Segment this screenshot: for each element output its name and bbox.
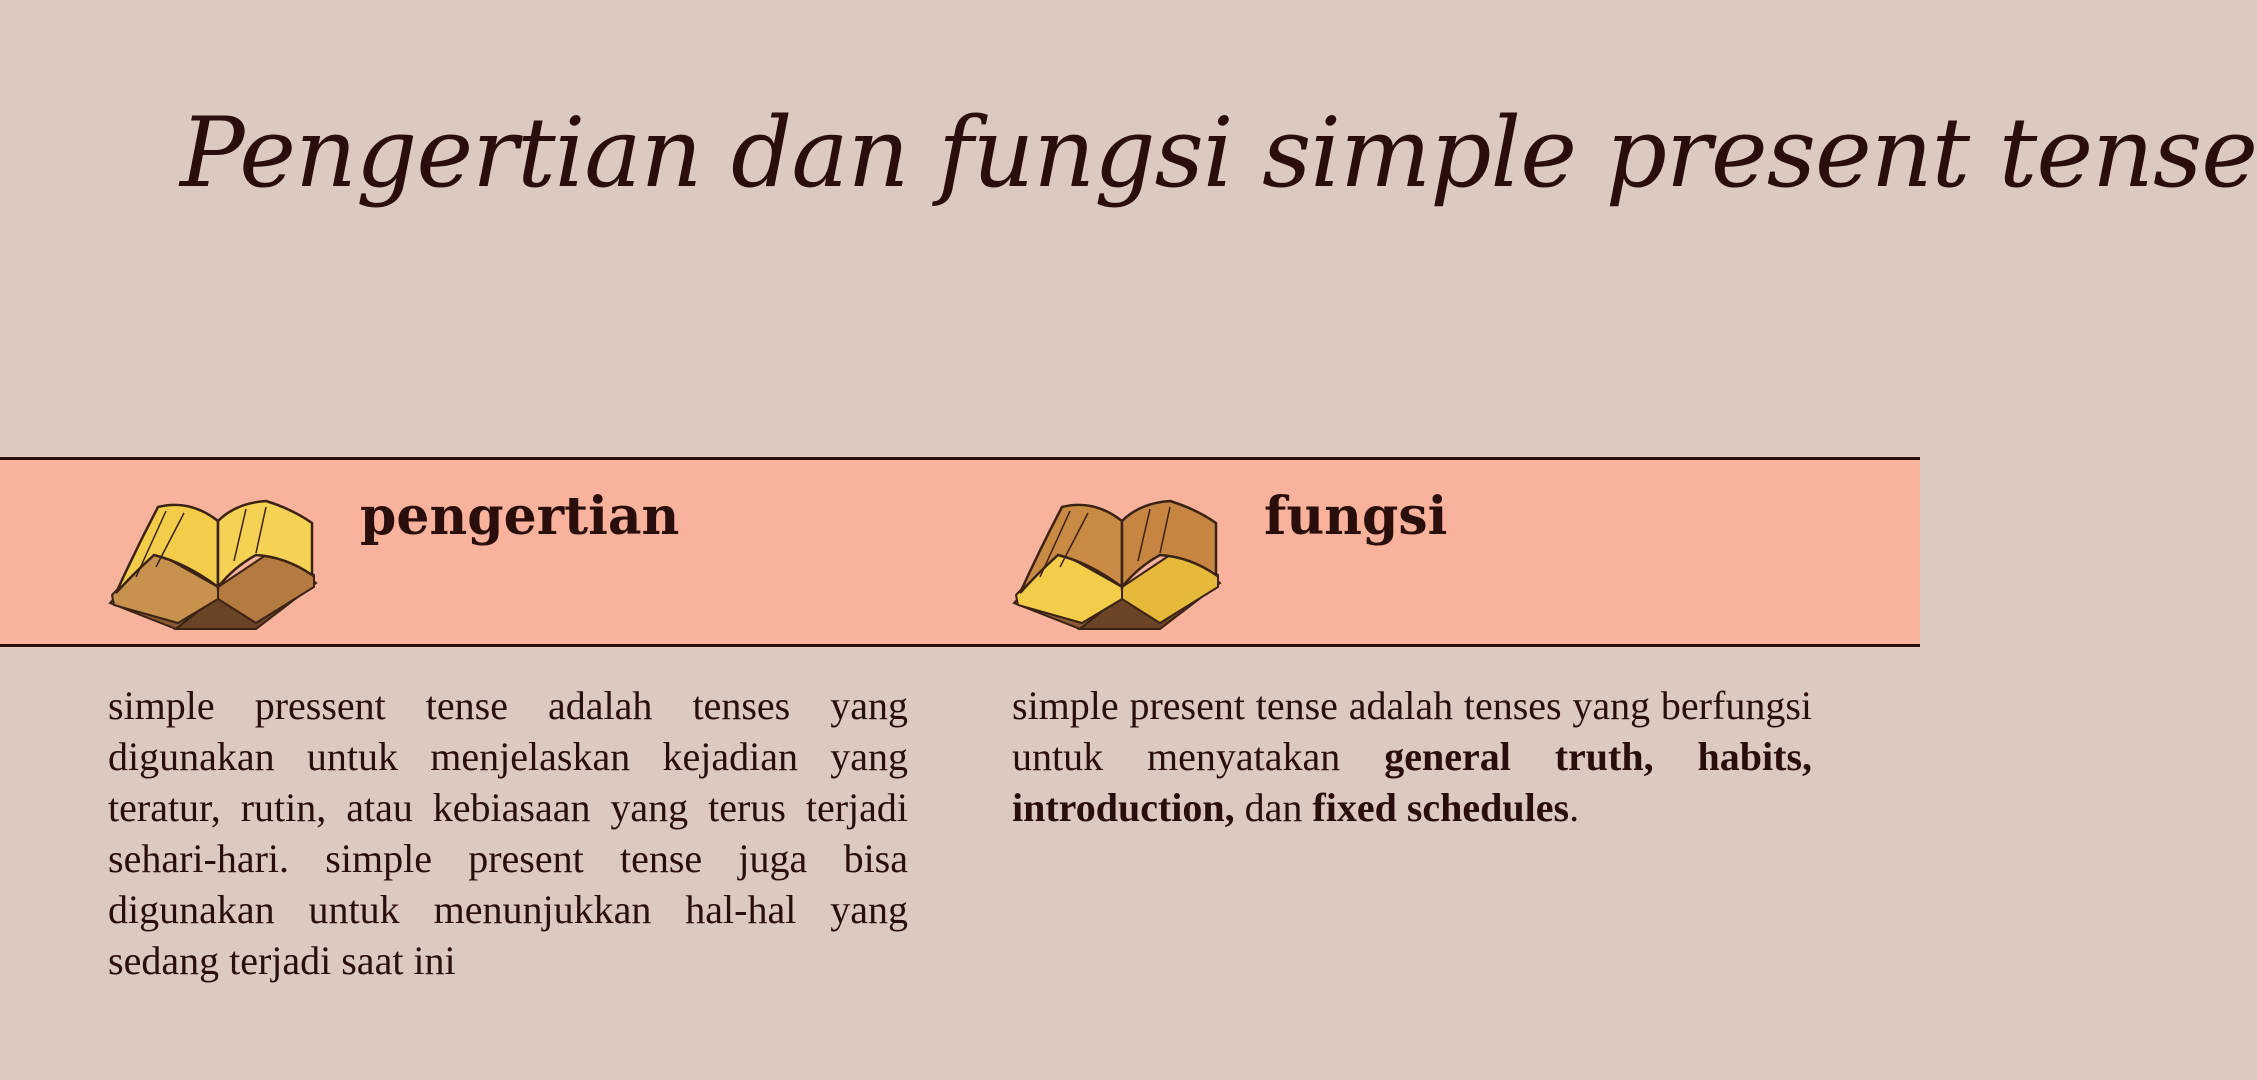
open-book-icon xyxy=(106,495,320,630)
fungsi-paragraph-end: . xyxy=(1569,785,1580,830)
fungsi-paragraph-mid: dan xyxy=(1234,785,1313,830)
open-book-icon xyxy=(1010,495,1224,630)
fungsi-paragraph-intro: simple present tense adalah tenses yang berfungsi untuk menyatakan xyxy=(1012,683,1812,779)
fungsi-keywords-2: fixed schedules xyxy=(1312,785,1570,830)
fungsi-heading: fungsi xyxy=(1264,486,1448,547)
pengertian-paragraph: simple pressent tense adalah tenses yang digunakan untuk menjelaskan kejadian yang teratur, rutin, atau kebiasaan yang terus terjadi sehari-hari. simple present tense juga bisa digunakan untuk menunjukkan hal-hal yang sedang terjadi saat ini xyxy=(108,683,908,983)
pengertian-heading: pengertian xyxy=(360,486,680,547)
slide-title: Pengertian dan fungsi simple present tense xyxy=(180,97,2257,209)
fungsi-keywords-1: general truth, habits, introduction, xyxy=(1012,734,1813,830)
fungsi-paragraph xyxy=(1012,680,1812,833)
